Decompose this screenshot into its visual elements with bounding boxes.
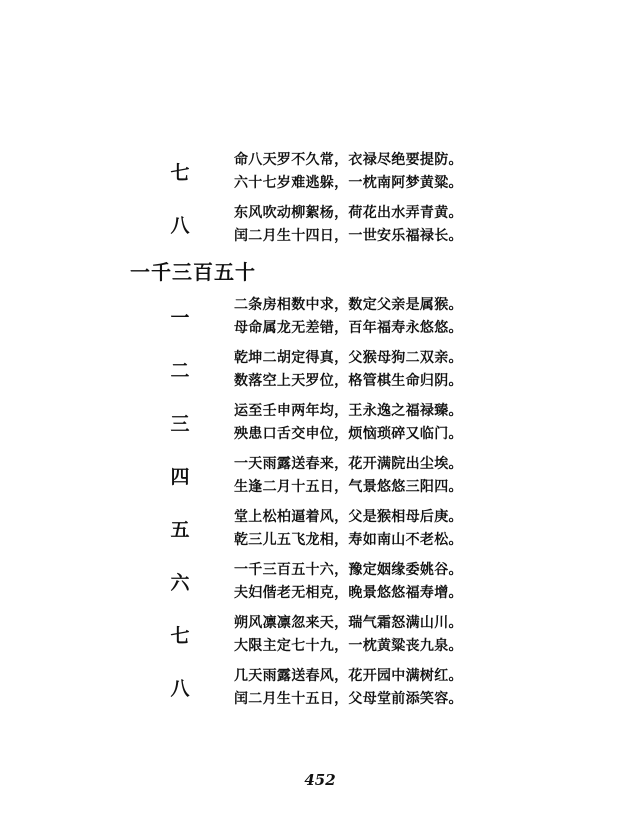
verse-entry — [0, 614, 640, 658]
verse-entry — [0, 204, 640, 248]
verse-number: 八 — [170, 215, 190, 237]
verse-entry — [0, 508, 640, 552]
verse-line: 六十七岁难逃躲，一枕南阿梦黄粱。 — [234, 175, 463, 191]
verse-entry — [0, 402, 640, 446]
verse-number: 五 — [170, 519, 190, 541]
verse-entry — [0, 151, 640, 195]
verse-line: 夫妇偕老无相克，晚景悠悠福寿增。 — [234, 585, 463, 601]
page-number: 452 — [304, 771, 336, 789]
verse-line: 命八天罗不久常，衣禄尽绝要提防。 — [234, 152, 463, 168]
verse-entry — [0, 349, 640, 393]
verse-line: 一千三百五十六，豫定姻缘委姚谷。 — [234, 562, 463, 578]
verse-number: 六 — [170, 572, 190, 594]
verse-entry — [0, 296, 640, 340]
verse-line: 东风吹动柳絮杨，荷花出水弄青黄。 — [234, 205, 463, 221]
verse-entry — [0, 561, 640, 605]
verse-line: 闰二月生十五日，父母堂前添笑容。 — [234, 691, 463, 707]
verse-line: 堂上松柏逼着风，父是猴相母后庚。 — [234, 509, 463, 525]
verse-entry — [0, 667, 640, 711]
verse-number: 二 — [170, 360, 190, 382]
verse-number: 一 — [170, 307, 190, 329]
verse-number: 三 — [170, 413, 190, 435]
verse-line: 闰二月生十四日，一世安乐福禄长。 — [234, 228, 463, 244]
verse-line: 母命属龙无差错，百年福寿永悠悠。 — [234, 320, 463, 336]
verse-line: 数落空上天罗位，格管棋生命归阴。 — [234, 373, 463, 389]
verse-line: 乾坤二胡定得真，父猴母狗二双亲。 — [234, 350, 463, 366]
verse-number: 七 — [170, 625, 190, 647]
verse-entry — [0, 455, 640, 499]
verse-number: 四 — [170, 466, 190, 488]
verse-number: 七 — [170, 162, 190, 184]
verse-number: 八 — [170, 678, 190, 700]
verse-line: 一天雨露送春来，花开满院出尘埃。 — [234, 456, 463, 472]
verse-line: 几天雨露送春风，花开园中满树红。 — [234, 668, 463, 684]
verse-line: 大限主定七十九，一枕黄粱丧九泉。 — [234, 638, 463, 654]
verse-line: 运至壬申两年均，王永逸之福禄臻。 — [234, 403, 463, 419]
verse-line: 朔风凛凛忽来天，瑞气霜怒满山川。 — [234, 615, 463, 631]
verse-line: 乾三儿五飞龙相，寿如南山不老松。 — [234, 532, 463, 548]
section-heading: 一千三百五十 — [130, 260, 256, 284]
verse-line: 殃患口舌交申位，烦恼琐碎又临门。 — [234, 426, 463, 442]
verse-line: 生逢二月十五日，气景悠悠三阳四。 — [234, 479, 463, 495]
verse-line: 二条房相数中求，数定父亲是属猴。 — [234, 297, 463, 313]
